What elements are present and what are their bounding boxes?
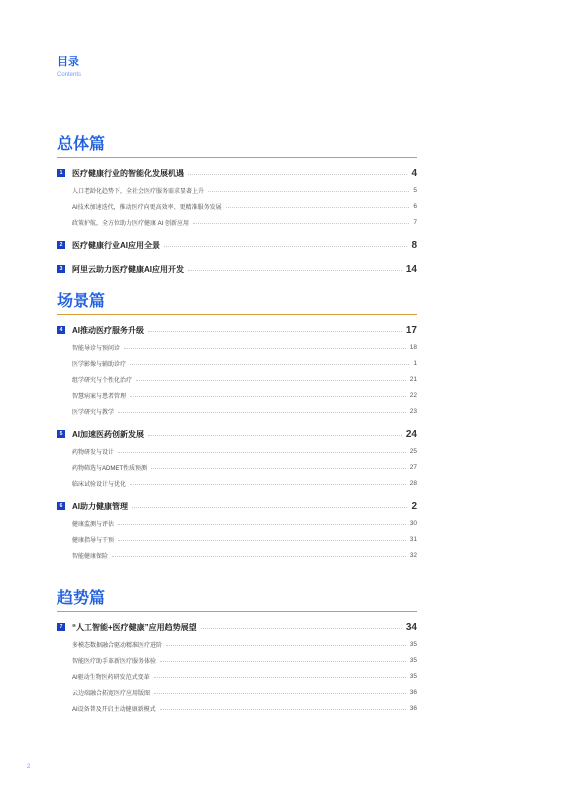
toc-section-row[interactable] bbox=[57, 668, 417, 684]
section-title: 智慧病案与患者管理 bbox=[72, 393, 127, 400]
chapter-page-number: 4 bbox=[411, 167, 417, 179]
section-title: AI驱动生物医药研发范式变革 bbox=[72, 674, 150, 681]
chapter-page-number: 17 bbox=[405, 324, 417, 336]
section-page-number: 27 bbox=[409, 463, 417, 471]
dot-leader bbox=[124, 348, 406, 349]
chapter-number-badge: 2 bbox=[57, 241, 65, 249]
section-page-number: 35 bbox=[409, 672, 417, 680]
chapter-number-badge: 6 bbox=[57, 502, 65, 510]
dot-leader bbox=[208, 191, 409, 192]
toc-entries bbox=[57, 164, 417, 278]
chapter-page-number: 34 bbox=[405, 621, 417, 633]
chapter-number-badge: 1 bbox=[57, 169, 65, 177]
part-divider bbox=[57, 157, 417, 158]
section-page-number: 35 bbox=[409, 656, 417, 664]
chapter-title: AI加速医药创新发展 bbox=[72, 429, 144, 439]
chapter-page-number: 2 bbox=[411, 500, 417, 512]
section-page-number: 28 bbox=[409, 479, 417, 487]
toc-section-row[interactable] bbox=[57, 443, 417, 459]
section-title: 智能医疗助手革新医疗服务体验 bbox=[72, 658, 157, 665]
section-page-number: 23 bbox=[409, 407, 417, 415]
dot-leader bbox=[166, 645, 406, 646]
section-title: 智能健康保险 bbox=[72, 553, 109, 560]
chapter-title: 医疗健康行业的智能化发展机遇 bbox=[72, 168, 184, 178]
section-page-number: 32 bbox=[409, 551, 417, 559]
dot-leader bbox=[188, 174, 407, 175]
contents-subtitle: Contents bbox=[57, 72, 82, 78]
chapter-number-badge: 4 bbox=[57, 326, 65, 334]
section-page-number: 5 bbox=[413, 186, 417, 194]
toc-section-row[interactable] bbox=[57, 198, 417, 214]
section-page-number: 36 bbox=[409, 688, 417, 696]
chapter-title: AI推动医疗服务升级 bbox=[72, 325, 144, 335]
dot-leader bbox=[132, 507, 407, 508]
toc-section-row[interactable] bbox=[57, 182, 417, 198]
dot-leader bbox=[130, 396, 406, 397]
dot-leader bbox=[151, 468, 406, 469]
section-page-number: 18 bbox=[409, 343, 417, 351]
chapter-page-number: 24 bbox=[405, 428, 417, 440]
part-section bbox=[57, 589, 417, 716]
section-title: 药物研发与设计 bbox=[72, 449, 115, 456]
dot-leader bbox=[118, 412, 406, 413]
dot-leader bbox=[130, 484, 406, 485]
contents-title: 目录 bbox=[57, 56, 79, 68]
section-title: 人口老龄化趋势下，全社会医疗服务需求显著上升 bbox=[72, 188, 205, 195]
section-page-number: 36 bbox=[409, 704, 417, 712]
part-section bbox=[57, 292, 417, 563]
dot-leader bbox=[201, 628, 402, 629]
page-number: 2 bbox=[27, 764, 31, 770]
part-section bbox=[57, 135, 417, 278]
chapter-title: 医疗健康行业AI应用全景 bbox=[72, 240, 160, 250]
toc-section-row[interactable] bbox=[57, 636, 417, 652]
section-title: 医学研究与教学 bbox=[72, 409, 115, 416]
section-title: 临床试验设计与优化 bbox=[72, 481, 127, 488]
section-title: AI技术加速迭代，推动医疗向更高效率、更精准服务发展 bbox=[72, 204, 222, 211]
toc-section-row[interactable] bbox=[57, 547, 417, 563]
dot-leader bbox=[118, 452, 406, 453]
dot-leader bbox=[118, 524, 406, 525]
section-title: 多模态数据融合驱动精准医疗进阶 bbox=[72, 642, 163, 649]
chapter-page-number: 8 bbox=[411, 239, 417, 251]
toc-section-row[interactable] bbox=[57, 515, 417, 531]
dot-leader bbox=[160, 661, 406, 662]
toc-section-row[interactable] bbox=[57, 339, 417, 355]
toc-chapter-row[interactable] bbox=[57, 425, 417, 443]
toc-chapter-row[interactable] bbox=[57, 321, 417, 339]
toc-chapter-row[interactable] bbox=[57, 164, 417, 182]
section-title: 健康监测与评估 bbox=[72, 521, 115, 528]
dot-leader bbox=[164, 246, 407, 247]
part-title: 总体篇 bbox=[57, 136, 106, 153]
dot-leader bbox=[154, 677, 406, 678]
toc-entries bbox=[57, 618, 417, 716]
chapter-title: 阿里云助力医疗健康AI应用开发 bbox=[72, 264, 184, 274]
toc-chapter-row[interactable] bbox=[57, 260, 417, 278]
toc-entries bbox=[57, 321, 417, 563]
dot-leader bbox=[130, 364, 409, 365]
toc-chapter-row[interactable] bbox=[57, 236, 417, 254]
chapter-number-badge: 7 bbox=[57, 623, 65, 631]
section-page-number: 25 bbox=[409, 447, 417, 455]
toc-section-row[interactable] bbox=[57, 214, 417, 230]
section-page-number: 6 bbox=[413, 202, 417, 210]
toc-section-row[interactable] bbox=[57, 475, 417, 491]
toc-section-row[interactable] bbox=[57, 684, 417, 700]
section-title: 健康指导与干预 bbox=[72, 537, 115, 544]
section-page-number: 7 bbox=[413, 218, 417, 226]
toc-section-row[interactable] bbox=[57, 700, 417, 716]
section-title: 医学影像与辅助诊疗 bbox=[72, 361, 127, 368]
section-title: 智能导诊与预问诊 bbox=[72, 345, 121, 352]
toc-section-row[interactable] bbox=[57, 403, 417, 419]
part-title: 趋势篇 bbox=[57, 590, 106, 607]
dot-leader bbox=[118, 540, 406, 541]
toc-section-row[interactable] bbox=[57, 387, 417, 403]
dot-leader bbox=[148, 331, 402, 332]
dot-leader bbox=[136, 380, 406, 381]
section-page-number: 22 bbox=[409, 391, 417, 399]
section-title: 云边端融合拓宽医疗应用版图 bbox=[72, 690, 151, 697]
section-page-number: 30 bbox=[409, 519, 417, 527]
dot-leader bbox=[154, 693, 406, 694]
section-title: 政策护航，全方位助力医疗健康 AI 创新应用 bbox=[72, 220, 190, 227]
dot-leader bbox=[160, 709, 406, 710]
part-divider bbox=[57, 314, 417, 315]
chapter-number-badge: 5 bbox=[57, 430, 65, 438]
section-title: 组学研究与个性化治疗 bbox=[72, 377, 133, 384]
chapter-title: AI助力健康管理 bbox=[72, 501, 128, 511]
section-title: 药物筛选与ADMET性质预测 bbox=[72, 465, 148, 472]
dot-leader bbox=[148, 435, 402, 436]
toc-section-row[interactable] bbox=[57, 531, 417, 547]
contents-header bbox=[57, 56, 81, 79]
toc-chapter-row[interactable] bbox=[57, 618, 417, 636]
chapter-title: “人工智能+医疗健康”应用趋势展望 bbox=[72, 622, 197, 632]
section-page-number: 35 bbox=[409, 640, 417, 648]
section-page-number: 1 bbox=[413, 359, 417, 367]
dot-leader bbox=[193, 223, 409, 224]
dot-leader bbox=[188, 270, 402, 271]
toc-section-row[interactable] bbox=[57, 355, 417, 371]
toc-section-row[interactable] bbox=[57, 652, 417, 668]
section-page-number: 31 bbox=[409, 535, 417, 543]
dot-leader bbox=[112, 556, 406, 557]
chapter-number-badge: 3 bbox=[57, 265, 65, 273]
toc-chapter-row[interactable] bbox=[57, 497, 417, 515]
section-title: AI设备普及开启主动健康新模式 bbox=[72, 706, 156, 713]
chapter-page-number: 14 bbox=[405, 263, 417, 275]
section-page-number: 21 bbox=[409, 375, 417, 383]
toc-section-row[interactable] bbox=[57, 371, 417, 387]
toc-section-row[interactable] bbox=[57, 459, 417, 475]
dot-leader bbox=[226, 207, 410, 208]
part-title: 场景篇 bbox=[57, 293, 106, 310]
part-divider bbox=[57, 611, 417, 612]
